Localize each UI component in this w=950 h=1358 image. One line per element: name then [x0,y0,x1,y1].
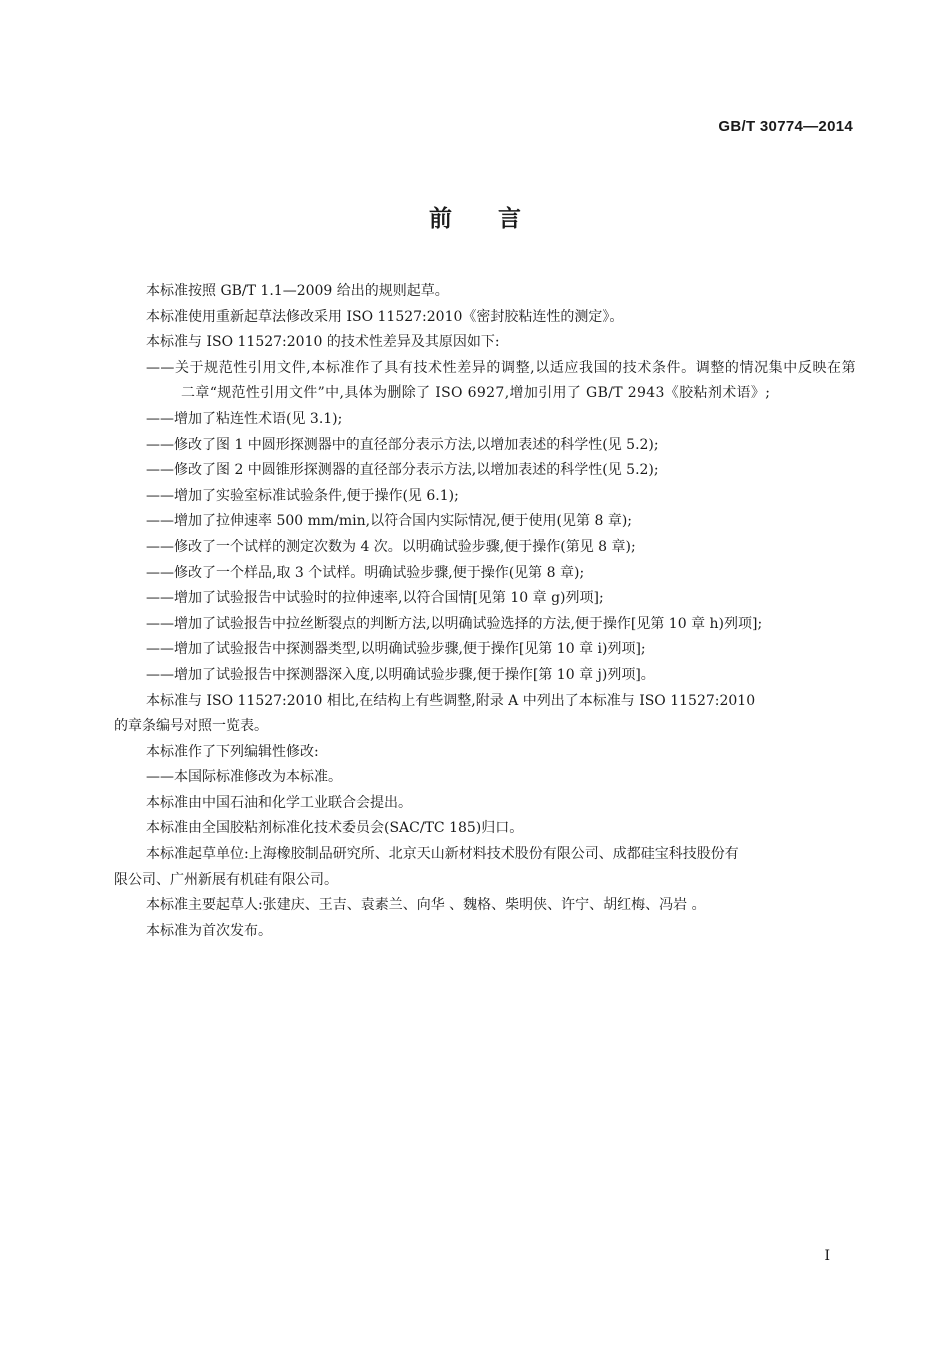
difference-item: ——增加了试验报告中探测器深入度,以明确试验步骤,便于操作[第 10 章 j)列项]。 [146,666,655,683]
difference-item: ——关于规范性引用文件,本标准作了具有技术性差异的调整,以适应我国的技术条件。调整的情况集中反映在第二章“规范性引用文件”中,具体为删除了 ISO 6927,增加引用了 GB/T 2943《胶粘剂术语》; [146,359,856,402]
paragraph-structure-note: 本标准与 ISO 11527:2010 相比,在结构上有些调整,附录 A 中列出了本标准与 ISO 11527:2010 [146,692,756,709]
paragraph-adoption: 本标准使用重新起草法修改采用 ISO 11527:2010《密封胶粘连性的测定》。 [146,308,624,325]
page-number: I [824,1248,830,1264]
foreword-body [114,279,856,944]
difference-item: ——增加了实验室标准试验条件,便于操作(见 6.1); [146,487,459,504]
paragraph-first-release: 本标准为首次发布。 [146,922,272,939]
difference-item: ——增加了拉伸速率 500 mm/min,以符合国内实际情况,便于使用(见第 8 章); [146,513,633,530]
paragraph-differences-intro: 本标准与 ISO 11527:2010 的技术性差异及其原因如下: [146,334,500,351]
paragraph-drafting-units: 本标准起草单位:上海橡胶制品研究所、北京天山新材料技术股份有限公司、成都硅宝科技股份有 [146,846,739,863]
paragraph-proposed-by: 本标准由中国石油和化学工业联合会提出。 [146,794,412,811]
paragraph-editorial-intro: 本标准作了下列编辑性修改: [146,743,319,760]
paragraph-structure-note-cont: 的章条编号对照一览表。 [114,718,268,735]
difference-item: ——修改了图 1 中圆形探测器中的直径部分表示方法,以增加表述的科学性(见 5.2); [146,436,659,453]
paragraph-administered-by: 本标准由全国胶粘剂标准化技术委员会(SAC/TC 185)归口。 [146,820,524,837]
paragraph-drafting-rules: 本标准按照 GB/T 1.1—2009 给出的规则起草。 [146,283,449,299]
paragraph-drafting-units-cont: 限公司、广州新展有机硅有限公司。 [114,871,338,888]
difference-item: ——增加了试验报告中探测器类型,以明确试验步骤,便于操作[见第 10 章 i)列项]; [146,641,646,658]
difference-item: ——修改了一个试样的测定次数为 4 次。以明确试验步骤,便于操作(第见 8 章); [146,538,636,555]
difference-item: ——增加了粘连性术语(见 3.1); [146,410,343,427]
difference-item: ——修改了一个样品,取 3 个试样。明确试验步骤,便于操作(见第 8 章); [146,564,585,581]
page-title: 前言 [429,206,567,232]
standard-number: GB/T 30774—2014 [718,118,853,135]
paragraph-drafters: 本标准主要起草人:张建庆、王吉、袁素兰、向华 、魏格、柴明侠、许宁、胡红梅、冯岩 。 [146,897,706,914]
editorial-item: ——本国际标准修改为本标准。 [146,769,342,786]
difference-item: ——修改了图 2 中圆锥形探测器的直径部分表示方法,以增加表述的科学性(见 5.2); [146,462,659,479]
difference-item: ——增加了试验报告中拉丝断裂点的判断方法,以明确试验选择的方法,便于操作[见第 10 章 h)列项]; [146,615,763,632]
difference-item: ——增加了试验报告中试验时的拉伸速率,以符合国情[见第 10 章 g)列项]; [146,590,604,607]
